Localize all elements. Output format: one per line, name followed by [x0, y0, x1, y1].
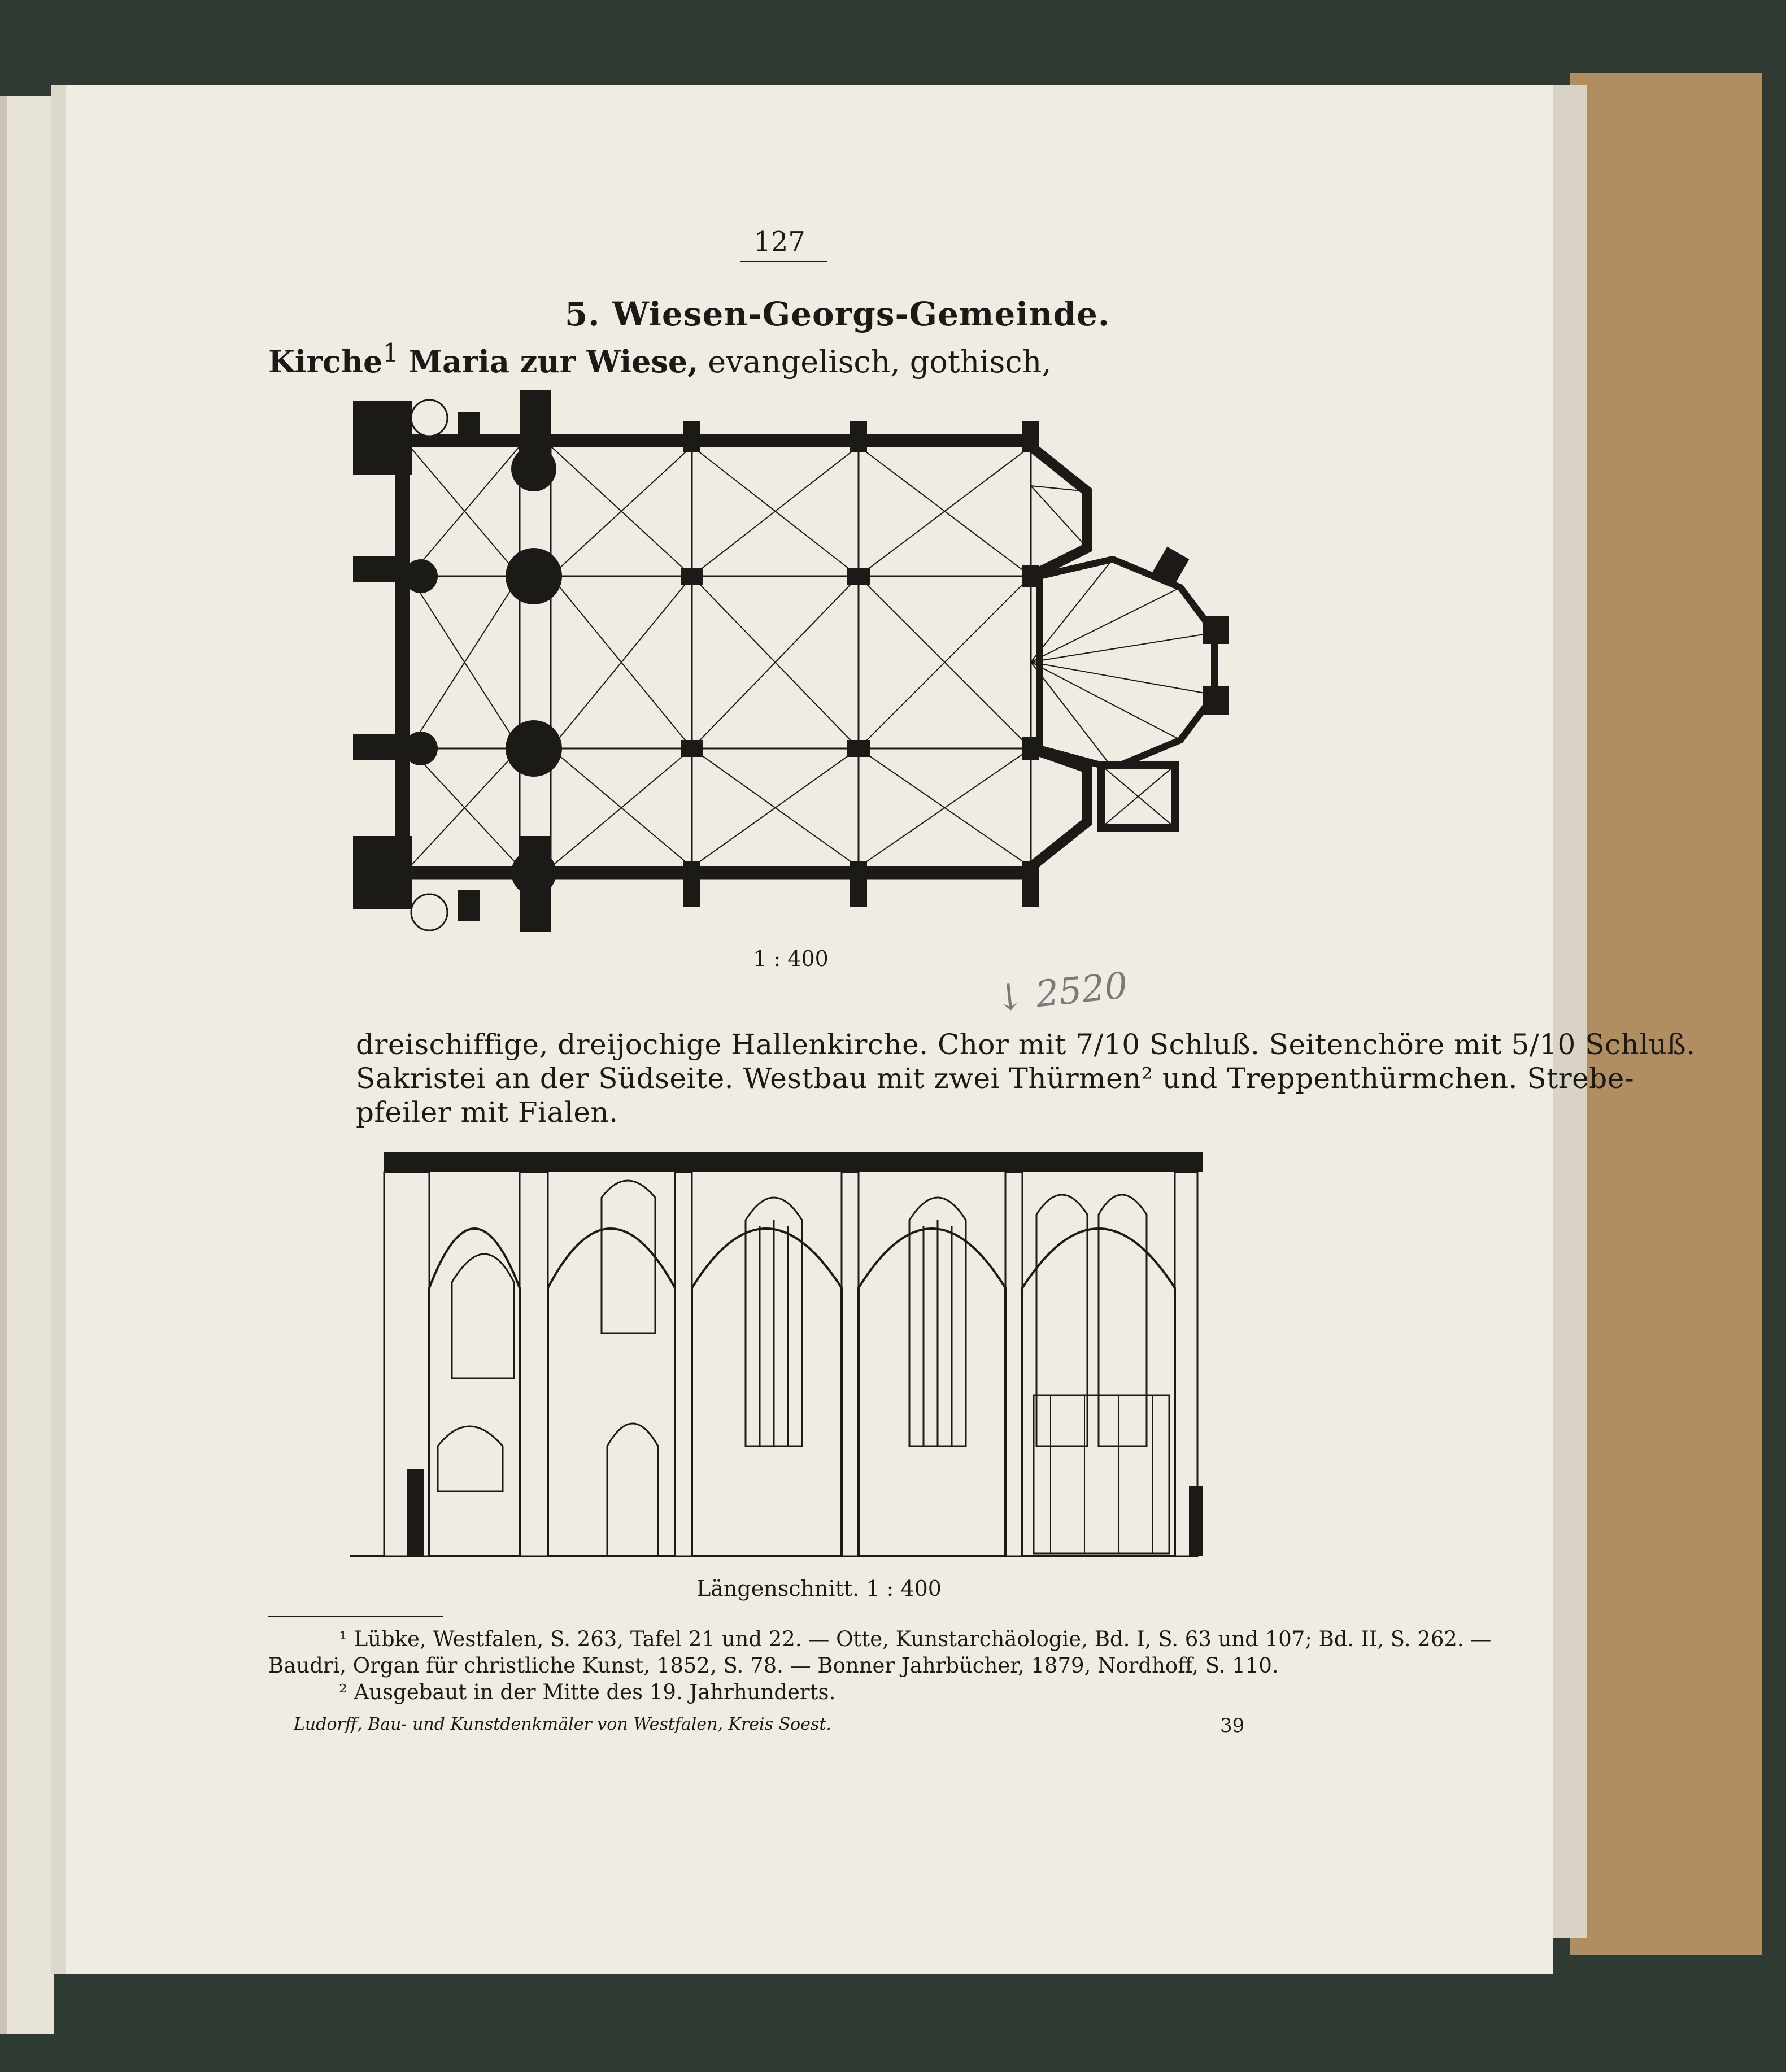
cover-board-tan — [1570, 73, 1762, 1955]
left-page — [0, 96, 54, 2034]
section-caption: Längenschnitt. 1 : 400 — [696, 1576, 942, 1601]
pencil-note: ↓ 2520 — [992, 964, 1130, 1021]
colophon: Ludorff, Bau- und Kunstdenkmäler von Westfalen, Kreis Soest. — [294, 1714, 831, 1734]
sheet-number: 39 — [1220, 1714, 1245, 1737]
subject-rest: evangelisch, gothisch, — [698, 344, 1052, 380]
plan-scale: 1 : 400 — [753, 946, 829, 971]
footnote: ² Ausgebaut in der Mitte des 19. Jahrhunderts. — [339, 1680, 836, 1704]
footnote: ¹ Lübke, Westfalen, S. 263, Tafel 21 und 22. — Otte, Kunstarchäologie, Bd. I, S. 63 und 107; Bd. II, S. 262. — — [339, 1627, 1492, 1651]
subject-line — [268, 338, 1052, 380]
body-line: pfeiler mit Fialen. — [356, 1096, 618, 1129]
page-number: 127 — [753, 226, 805, 258]
subject-kirche: Kirche — [268, 343, 383, 380]
footnote-mark: 1 — [382, 338, 399, 368]
body-line: dreischiffige, dreijochige Hallenkirche. Chor mit 7/10 Schluß. Seitenchöre mit 5/10 Schluß. — [356, 1028, 1696, 1061]
body-line: Sakristei an der Südseite. Westbau mit zwei Thürmen² und Treppenthürmchen. Strebe- — [356, 1062, 1635, 1095]
section-heading: 5. Wiesen-Georgs-Gemeinde. — [565, 295, 1110, 333]
footnote: Baudri, Organ für christliche Kunst, 1852, S. 78. — Bonner Jahrbücher, 1879, Nordhoff, S. 110. — [268, 1653, 1279, 1678]
subject-name: Maria zur Wiese, — [408, 343, 699, 380]
